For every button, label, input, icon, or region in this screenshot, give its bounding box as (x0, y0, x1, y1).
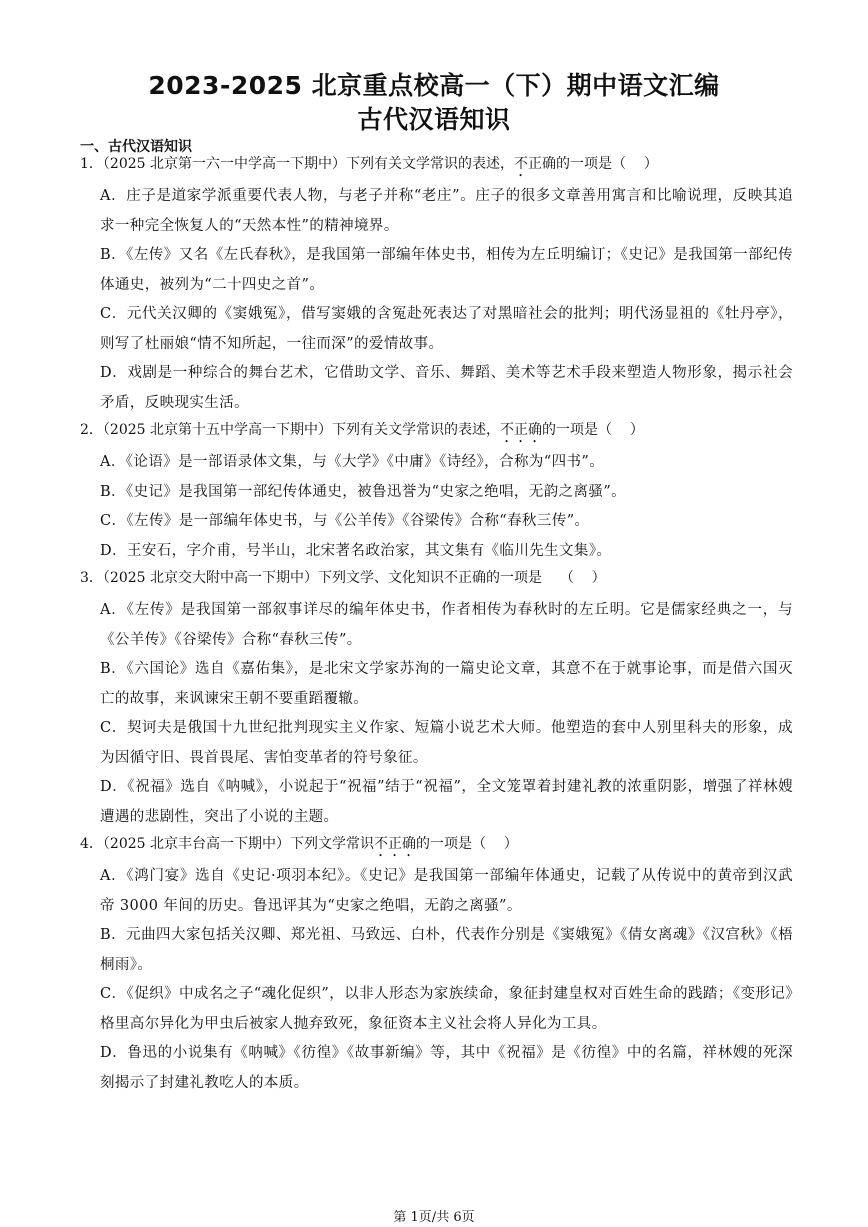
question-number: 1． (80, 156, 103, 172)
option-text: 《促织》中成名之子“魂化促织”，以非人形态为家族续命，象征封建皇权对百姓生命的践踏；《变形记》格里高尔异化为甲虫后被家人抛弃致死，象征资本主义社会将人异化为工具。 (100, 986, 793, 1032)
question-number: 4． (80, 836, 103, 852)
option-text: 元代关汉卿的《窦娥冤》，借写窦娥的含冤赴死表达了对黑暗社会的批判；明代汤显祖的《牡丹亭》，则写了杜丽娘“情不知所起，一往而深”的爱情故事。 (100, 306, 793, 352)
question-text: 下列文学常识 (290, 836, 375, 852)
question-stem (80, 834, 793, 854)
document-subtitle: 古代汉语知识 (357, 105, 511, 134)
option-b (80, 921, 793, 980)
option-a (80, 862, 793, 921)
option-text: 《六国论》选自《嘉佑集》，是北宋文学家苏洵的一篇史论文章，其意不在于就事论事，而是借六国灭亡的故事，来讽谏宋王朝不要重蹈覆辙。 (100, 661, 793, 707)
option-text: 《鸿门宴》选自《史记·项羽本纪》。《史记》是我国第一部编年体通史，记载了从传说中的黄帝到汉武帝 3000 年间的历史。鲁迅评其为“史家之绝唱，无韵之离骚”。 (100, 868, 793, 914)
question-number: 3． (80, 570, 103, 586)
option-text: 庄子是道家学派重要代表人物，与老子并称“老庄”。庄子的很多文章善用寓言和比喻说理，反映其追求一种完全恢复人的“天然本性”的精神境界。 (100, 188, 793, 234)
option-label: A． (100, 602, 127, 618)
option-b (80, 655, 793, 714)
option-d (80, 359, 793, 418)
question-3 (80, 568, 793, 832)
option-d (80, 537, 793, 567)
option-label: B． (100, 483, 126, 500)
option-c (80, 507, 793, 537)
option-label: B． (100, 927, 127, 943)
option-c (80, 300, 793, 359)
option-b (80, 241, 793, 300)
question-text: 下列有关文学常识的表述， (332, 422, 501, 438)
option-text: 戏剧是一种综合的舞台艺术，它借助文学、音乐、舞蹈、美术等艺术手段来塑造人物形象，揭示社会矛盾，反映现实生活。 (100, 365, 793, 411)
question-stem (80, 420, 793, 440)
option-text: 契诃夫是俄国十九世纪批判现实主义作家、短篇小说艺术大师。他塑造的套中人别里科夫的形象，成为因循守旧、畏首畏尾、害怕变革者的符号象征。 (100, 720, 793, 766)
option-c (80, 714, 793, 773)
option-label: C． (100, 513, 127, 529)
question-text-tail: 正确的一项是（ ） (528, 156, 658, 172)
question-number: 2． (80, 422, 103, 438)
option-label: B． (100, 661, 127, 677)
option-label: C． (100, 720, 127, 736)
option-label: A． (100, 454, 126, 470)
option-label: D． (100, 1045, 128, 1061)
option-label: A． (100, 868, 127, 884)
question-stem (80, 154, 793, 174)
emphasis-text: 不 (514, 156, 529, 172)
option-a (80, 182, 793, 241)
option-label: D． (100, 542, 127, 559)
question-source: （2025 北京第一六一中学高一下期中） (102, 156, 347, 172)
option-a (80, 596, 793, 655)
option-d (80, 1039, 793, 1098)
option-label: A． (100, 188, 127, 204)
emphasis-text: 不正确 (374, 836, 417, 852)
option-label: C． (100, 986, 127, 1002)
question-source: （2025 北京第十五中学高一下期中） (102, 422, 333, 438)
option-text: 《左传》又名《左氏春秋》，是我国第一部编年体史书，相传为左丘明编订；《史记》是我国第一部纪传体通史，被列为“二十四史之首”。 (100, 247, 793, 293)
emphasis-text: 不正确 (500, 422, 543, 438)
option-text: 《论语》是一部语录体文集，与《大学》《中庸》《诗经》，合称为“四书”。 (125, 454, 605, 470)
option-text: 鲁迅的小说集有《呐喊》《彷徨》《故事新编》等，其中《祝福》是《彷徨》中的名篇，祥林嫂的死深刻揭示了封建礼教吃人的本质。 (100, 1045, 793, 1091)
question-stem (80, 568, 793, 588)
question-source: （2025 北京丰台高一下期中） (102, 836, 291, 852)
option-text: 《祝福》选自《呐喊》，小说起于“祝福”结于“祝福”，全文笼罩着封建礼教的浓重阴影，增强了祥林嫂遭遇的悲剧性，突出了小说的主题。 (100, 779, 793, 825)
option-text: 王安石，字介甫，号半山，北宋著名政治家，其文集有《临川先生文集》。 (126, 542, 612, 559)
question-text: 下列文学、文化知识不正确的一项是 （ ） (318, 570, 606, 586)
question-list (80, 154, 793, 1098)
option-c (80, 980, 793, 1039)
option-text: 元曲四大家包括关汉卿、郑光祖、马致远、白朴，代表作分别是《窦娥冤》《倩女离魂》《汉宫秋》《梧桐雨》。 (100, 927, 793, 973)
question-2 (80, 420, 793, 566)
question-4 (80, 834, 793, 1098)
question-text: 下列有关文学常识的表述， (346, 156, 515, 172)
option-text: 《史记》是我国第一部纪传体通史，被鲁迅誉为“史家之绝唱，无韵之离骚”。 (125, 483, 627, 500)
option-b (80, 478, 793, 508)
page-number: 第 1页/共 6页 (393, 1210, 475, 1225)
option-text: 《左传》是一部编年体史书，与《公羊传》《谷梁传》合称“春秋三传”。 (126, 513, 590, 529)
document-title: 2023-2025 北京重点校高一（下）期中语文汇编 (148, 71, 720, 100)
option-label: D． (100, 779, 128, 795)
question-text-tail: 的一项是（ ） (416, 836, 518, 852)
question-text-tail: 的一项是（ ） (542, 422, 644, 438)
option-label: B． (100, 247, 127, 263)
option-a (80, 448, 793, 478)
section-heading: 一、古代汉语知识 (80, 139, 192, 155)
option-label: C． (100, 306, 127, 322)
question-1 (80, 154, 793, 418)
option-label: D． (100, 365, 128, 381)
question-source: （2025 北京交大附中高一下期中） (102, 570, 319, 586)
option-d (80, 773, 793, 832)
option-text: 《左传》是我国第一部叙事详尽的编年体史书，作者相传为春秋时的左丘明。它是儒家经典之一，与《公羊传》《谷梁传》合称“春秋三传”。 (100, 602, 793, 648)
